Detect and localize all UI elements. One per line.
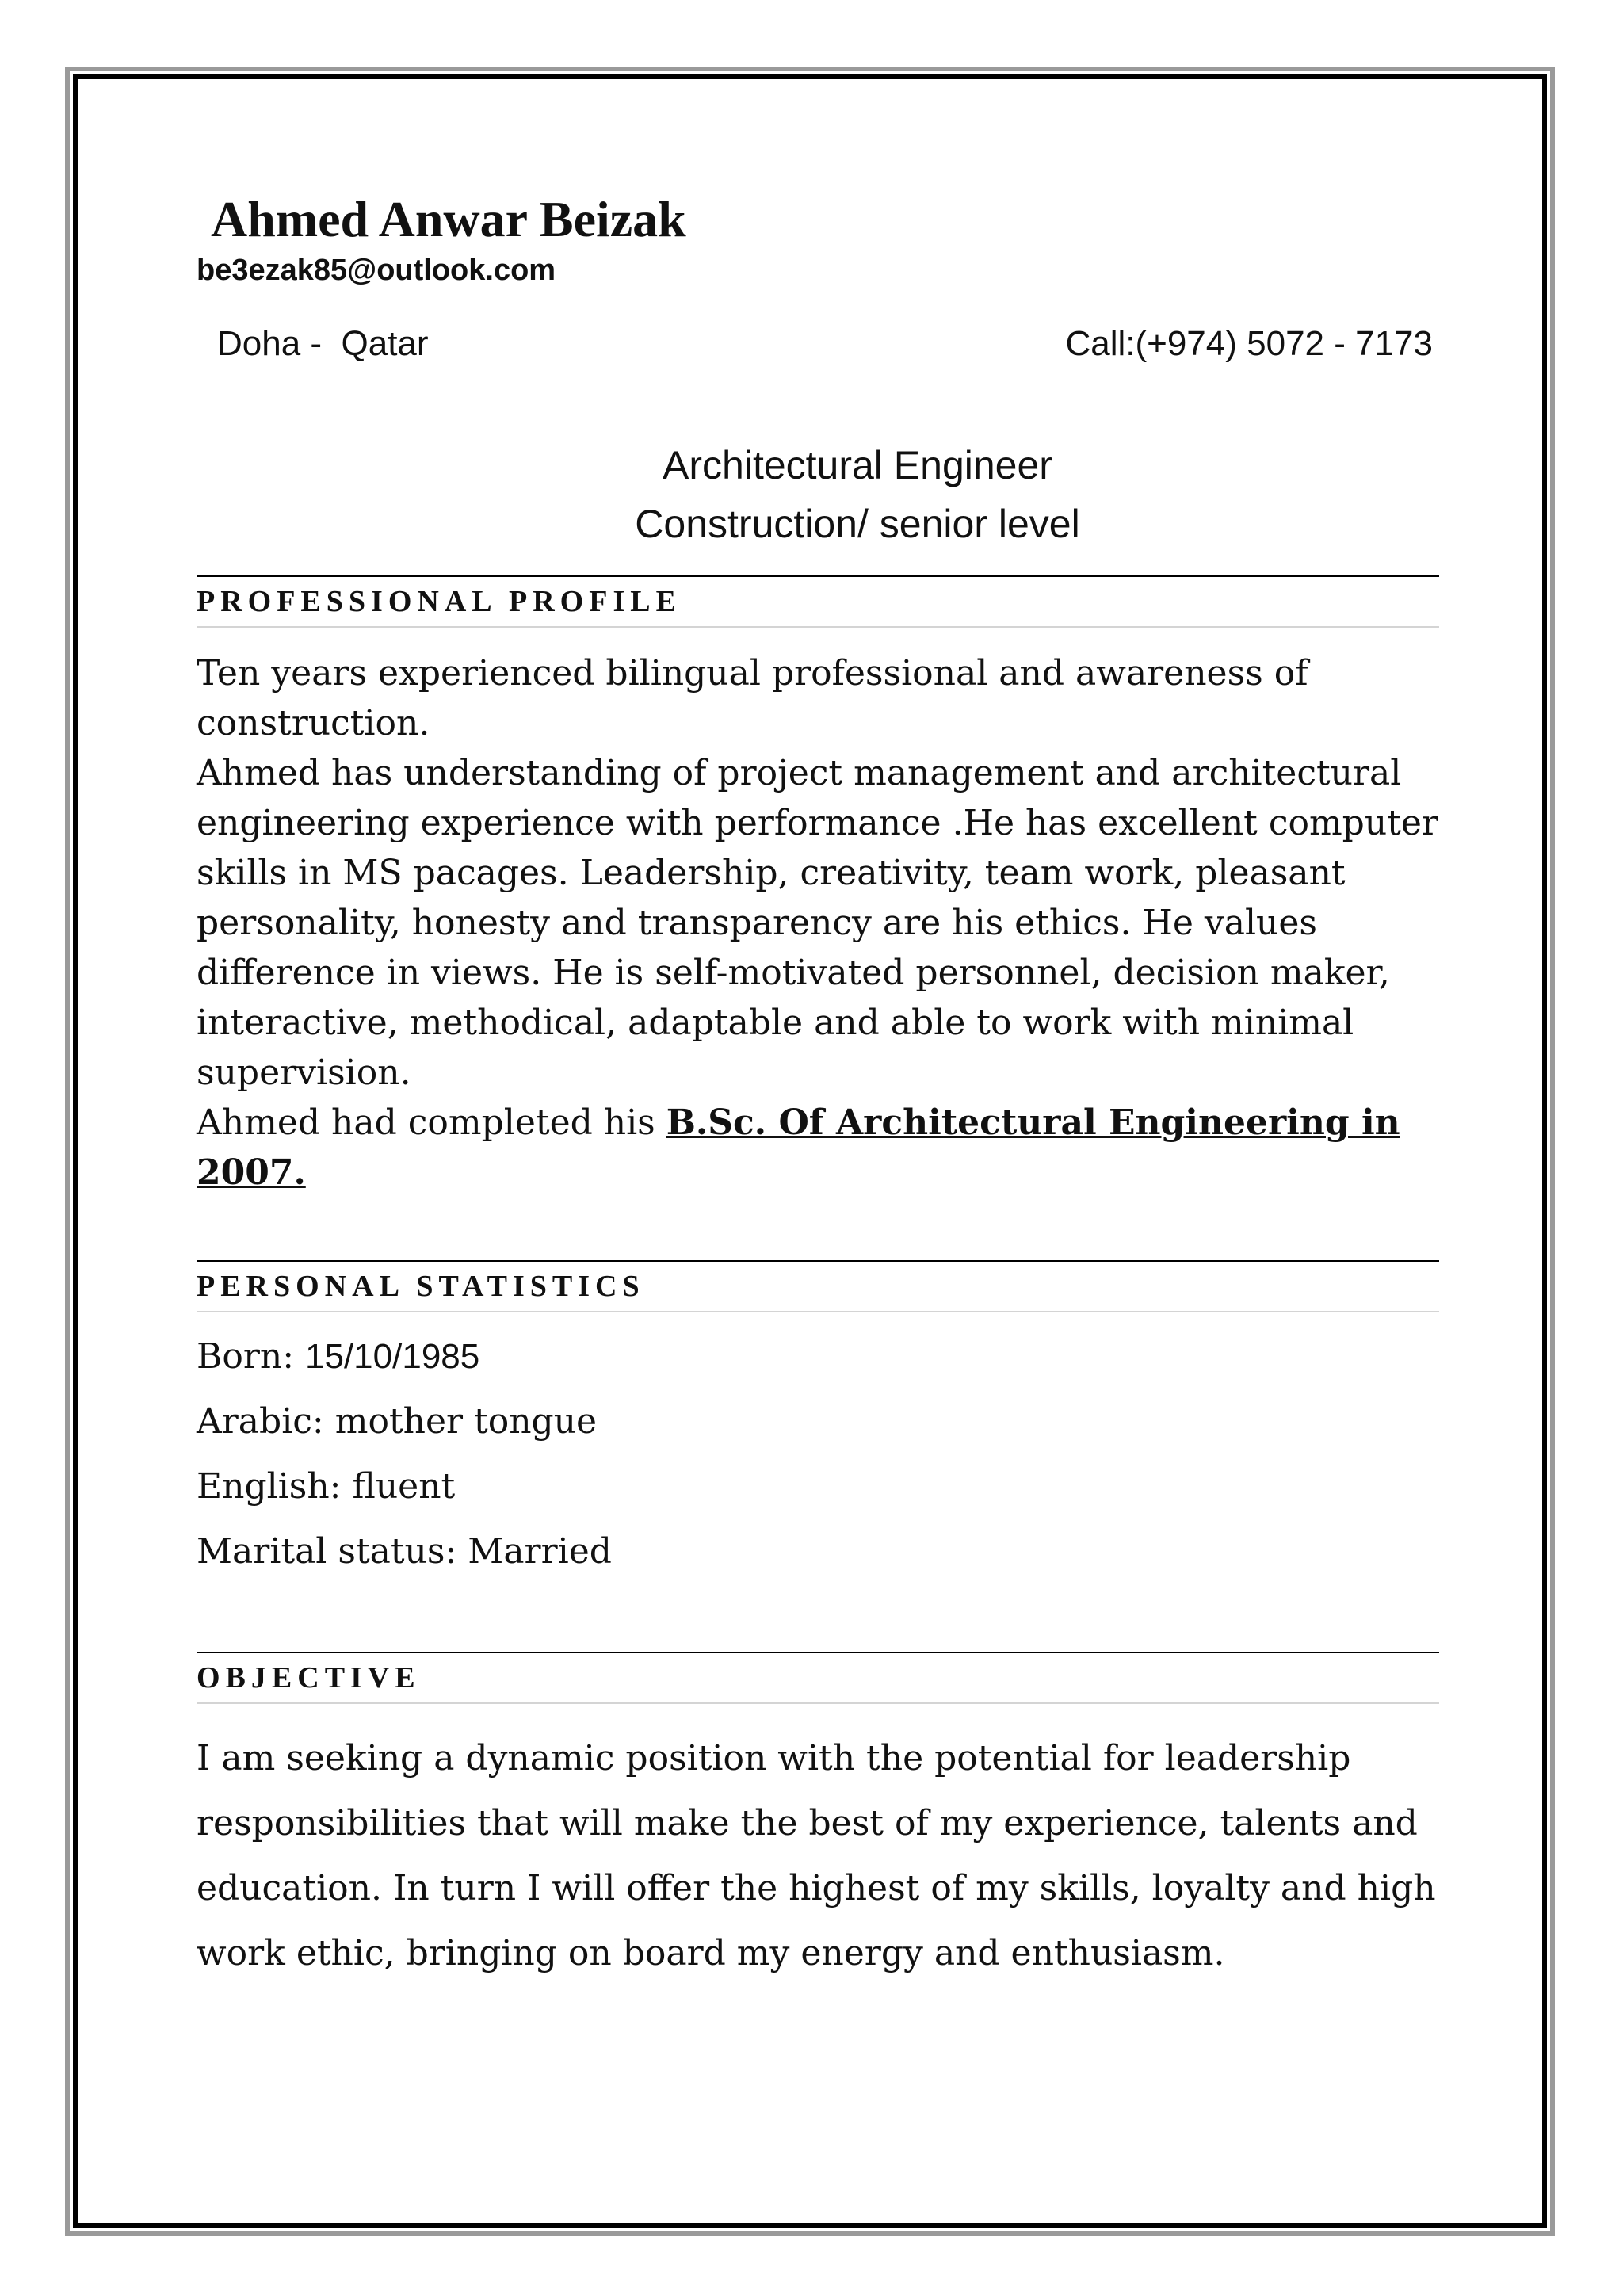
objective-text: I am seeking a dynamic position with the potential for leadership responsibilities that will make the best of my experience, talents and education. In turn I will offer the highest of my skills, loyalty and high work ethic, bringing on board my energy and enthusiasm. bbox=[197, 1738, 1436, 1973]
location: Doha - Qatar bbox=[217, 324, 429, 363]
profile-paragraph-2: Ahmed has understanding of project management and architectural engineering experience with performance .He has excellent computer skills in MS pacages. Leadership, creativity, team work, pleasant personality, honesty and transparency are his ethics. He values difference in views. He is self-motivated personnel, decision maker, interactive, methodical, adaptable and able to work with minimal supervision. bbox=[197, 753, 1438, 1093]
profile-paragraph-3-prefix: Ahmed had completed his bbox=[197, 1102, 666, 1143]
objective-heading: OBJECTIVE bbox=[197, 1661, 421, 1694]
objective-top-rule bbox=[197, 1652, 1439, 1653]
phone-number: Call:(+974) 5072 - 7173 bbox=[1065, 324, 1433, 363]
statistics-bottom-rule bbox=[197, 1311, 1439, 1312]
stat-arabic: Arabic: mother tongue bbox=[197, 1401, 598, 1442]
profile-bottom-rule bbox=[197, 626, 1439, 628]
candidate-name: Ahmed Anwar Beizak bbox=[211, 191, 686, 247]
profile-paragraph-1: Ten years experienced bilingual professional and awareness of construction. bbox=[197, 653, 1308, 743]
statistics-heading: PERSONAL STATISTICS bbox=[197, 1270, 645, 1303]
job-title: Architectural Engineer bbox=[663, 443, 1052, 487]
profile-top-rule bbox=[197, 575, 1439, 577]
job-level: Construction/ senior level bbox=[635, 502, 1080, 546]
stat-english: English: fluent bbox=[197, 1466, 456, 1507]
profile-heading: PROFESSIONAL PROFILE bbox=[197, 585, 682, 618]
objective-bottom-rule bbox=[197, 1702, 1439, 1704]
stat-born-value: 15/10/1985 bbox=[305, 1337, 480, 1376]
degree-highlight: B.Sc. Of Architectural Engineering in 2007. bbox=[197, 1102, 1400, 1193]
profile-paragraph-3 bbox=[197, 1098, 1439, 1198]
statistics-top-rule bbox=[197, 1260, 1439, 1262]
email-address[interactable]: be3ezak85@outlook.com bbox=[197, 254, 556, 287]
profile-text bbox=[197, 648, 1439, 1198]
stat-marital: Marital status: Married bbox=[197, 1531, 612, 1572]
stat-born-label: Born: bbox=[197, 1336, 306, 1377]
stat-born bbox=[197, 1336, 480, 1377]
